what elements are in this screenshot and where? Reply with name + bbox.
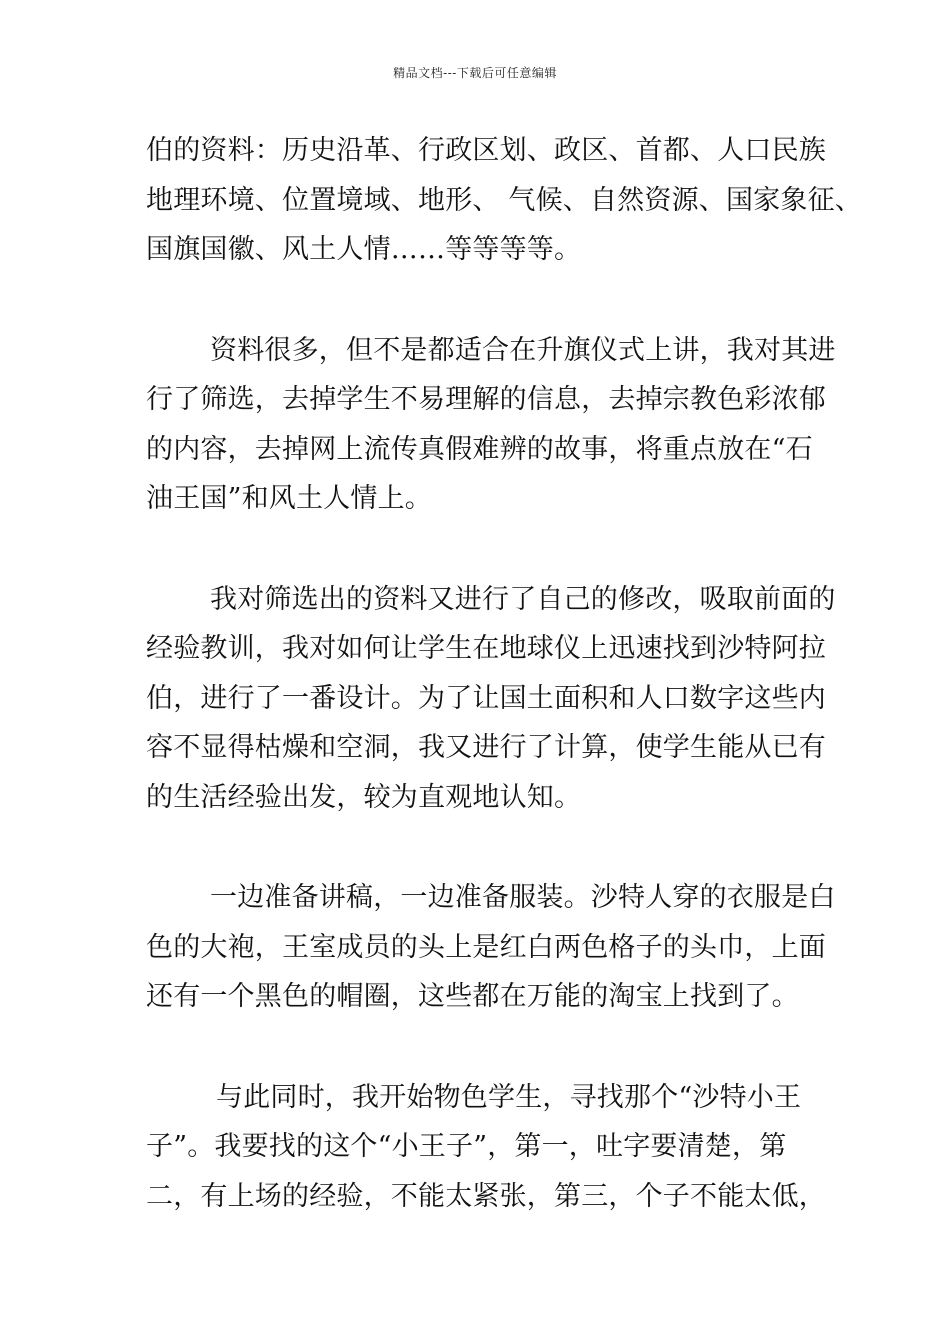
paragraph-gap: [146, 1022, 836, 1073]
paragraph-2: [146, 326, 836, 524]
paragraph-line: 资料很多，但不是都适合在升旗仪式上讲，我对其进: [210, 334, 836, 366]
page-header: 精品文档---下载后可任意编辑: [393, 66, 557, 80]
document-body: [146, 126, 862, 1221]
paragraph-line: 二，有上场的经验，不能太紧张，第三，个子不能太低，: [146, 1180, 826, 1212]
paragraph-line: 的内容，去掉网上流传真假难辨的故事，将重点放在“石: [146, 433, 813, 465]
paragraph-line: 色的大袍，王室成员的头上是红白两色格子的头巾，上面: [146, 931, 826, 963]
paragraph-line: 我对筛选出的资料又进行了自己的修改，吸取前面的: [210, 583, 836, 615]
paragraph-line: 伯，进行了一番设计。为了让国土面积和人口数字这些内: [146, 682, 826, 714]
paragraph-gap: [146, 822, 836, 873]
paragraph-line: 与此同时，我开始物色学生，寻找那个“沙特小王: [216, 1081, 802, 1113]
paragraph-1: [146, 126, 862, 275]
paragraph-line: 地理环境、位置境域、地形、 气候、自然资源、国家象征、: [146, 184, 862, 216]
paragraph-3: [146, 575, 836, 823]
paragraph-line: 子”。我要找的这个“小王子”，第一，吐字要清楚，第: [146, 1131, 787, 1162]
paragraph-line: 国旗国徽、风土人情……等等等等。: [146, 234, 582, 265]
paragraph-line: 还有一个黑色的帽圈，这些都在万能的淘宝上找到了。: [146, 981, 799, 1012]
paragraph-line: 一边准备讲稿，一边准备服装。沙特人穿的衣服是白: [210, 882, 836, 913]
paragraph-4: [146, 873, 836, 1022]
paragraph-line: 伯的资料：历史沿革、行政区划、政区、首都、人口民族: [146, 135, 826, 166]
paragraph-line: 行了筛选，去掉学生不易理解的信息，去掉宗教色彩浓郁: [146, 384, 826, 415]
paragraph-line: 的生活经验出发，较为直观地认知。: [146, 781, 582, 813]
paragraph-line: 容不显得枯燥和空洞，我又进行了计算，使学生能从已有: [146, 732, 826, 763]
paragraph-gap: [146, 275, 836, 326]
paragraph-line: 经验教训，我对如何让学生在地球仪上迅速找到沙特阿拉: [146, 633, 826, 664]
paragraph-line: 油王国”和风土人情上。: [146, 483, 433, 514]
paragraph-gap: [146, 524, 836, 575]
paragraph-5: [146, 1073, 836, 1222]
